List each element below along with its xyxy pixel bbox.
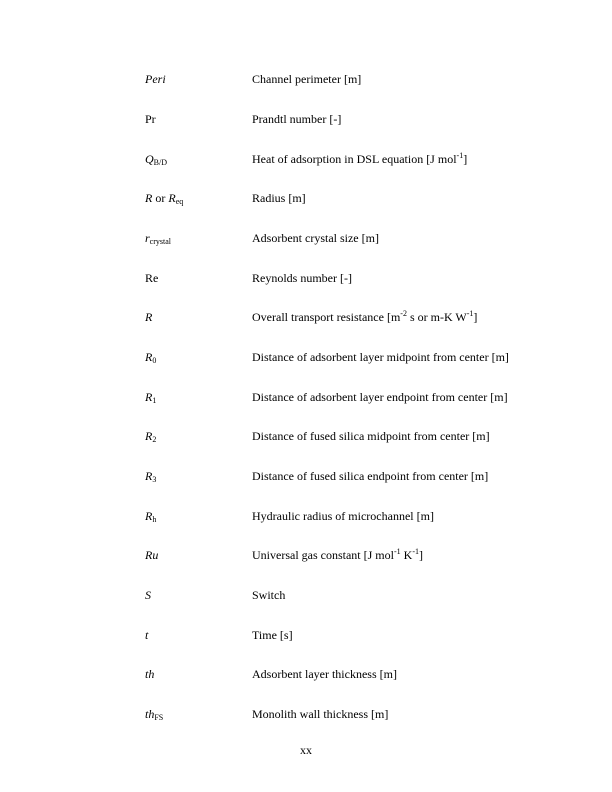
symbol-main: R: [145, 469, 153, 483]
description-tail: ]: [463, 152, 468, 166]
description: [252, 151, 467, 169]
description-superscript: -1: [393, 547, 401, 556]
nomenclature-row-s: [0, 587, 612, 607]
nomenclature-row-th-fs: [0, 706, 612, 726]
symbol-main: R: [145, 350, 153, 364]
nomenclature-row-r0: [0, 349, 612, 369]
symbol-subscript: eq: [175, 197, 184, 206]
symbol-main: R: [145, 429, 153, 443]
description: Adsorbent crystal size [m]: [252, 231, 379, 245]
page-number: xx: [300, 743, 312, 757]
description: Distance of adsorbent layer endpoint from center [m]: [252, 390, 508, 404]
symbol: S: [145, 588, 151, 602]
nomenclature-row-pr: [0, 111, 612, 131]
description: Time [s]: [252, 628, 293, 642]
description: Monolith wall thickness [m]: [252, 707, 389, 721]
description-superscript: -1: [456, 151, 464, 160]
description-tail: ]: [473, 310, 478, 324]
symbol-subscript: 0: [152, 356, 157, 365]
symbol-main: R: [145, 509, 153, 523]
symbol: [145, 428, 156, 446]
nomenclature-row-r3: [0, 468, 612, 488]
description: Distance of fused silica midpoint from center [m]: [252, 429, 490, 443]
description: Radius [m]: [252, 191, 306, 205]
symbol: [145, 230, 171, 248]
description: Adsorbent layer thickness [m]: [252, 667, 397, 681]
symbol-main: R: [145, 191, 153, 205]
nomenclature-row-th: [0, 666, 612, 686]
symbol: [145, 151, 167, 169]
symbol-main: R: [145, 390, 153, 404]
nomenclature-row-r1: [0, 389, 612, 409]
description-middle: K: [400, 548, 413, 562]
symbol: [145, 468, 156, 486]
symbol: [145, 706, 163, 724]
nomenclature-row-peri: [0, 71, 612, 91]
symbol: Peri: [145, 72, 166, 86]
symbol-subscript: 1: [152, 396, 157, 405]
description-superscript: -2: [400, 309, 407, 318]
symbol-main: r: [145, 231, 150, 245]
description-superscript-2: -1: [466, 309, 474, 318]
symbol-subscript: crystal: [149, 237, 171, 246]
description: Distance of adsorbent layer midpoint from center [m]: [252, 350, 509, 364]
nomenclature-row-r2: [0, 428, 612, 448]
symbol: Ru: [145, 548, 159, 562]
description: Prandtl number [-]: [252, 112, 342, 126]
description-tail: ]: [419, 548, 423, 562]
symbol-main: Q: [145, 152, 154, 166]
nomenclature-row-r-or-req: [0, 190, 612, 210]
description-superscript-2: -1: [412, 547, 419, 556]
symbol-alt: R: [168, 191, 176, 205]
symbol-subscript: 2: [152, 435, 157, 444]
description: Switch: [252, 588, 286, 602]
symbol-subscript: B/D: [153, 158, 168, 167]
symbol: R: [145, 310, 153, 324]
symbol: t: [145, 628, 149, 642]
symbol: [145, 508, 156, 526]
nomenclature-row-t: [0, 627, 612, 647]
symbol: th: [145, 667, 155, 681]
symbol: Pr: [145, 112, 156, 126]
nomenclature-row-q-bd: [0, 151, 612, 171]
description: Channel perimeter [m]: [252, 72, 362, 86]
description: [252, 309, 477, 327]
symbol: [145, 389, 156, 407]
description-middle: s or m-K W: [406, 310, 467, 324]
description-text: Universal gas constant [J mol: [252, 548, 394, 562]
nomenclature-row-r-crystal: [0, 230, 612, 250]
description: Reynolds number [-]: [252, 271, 352, 285]
symbol-subscript: 3: [152, 475, 157, 484]
symbol-subscript: FS: [154, 713, 164, 722]
symbol-connector: or: [152, 191, 169, 205]
nomenclature-row-rh: [0, 508, 612, 528]
description-text: Heat of adsorption in DSL equation [J mol: [252, 152, 457, 166]
description-text: Overall transport resistance [m: [252, 310, 401, 324]
nomenclature-row-r-resistance: [0, 309, 612, 329]
symbol-subscript: h: [152, 515, 157, 524]
symbol-main: th: [145, 707, 155, 721]
description: Hydraulic radius of microchannel [m]: [252, 509, 434, 523]
symbol: Re: [145, 271, 159, 285]
nomenclature-row-ru: [0, 547, 612, 567]
description: Distance of fused silica endpoint from center [m]: [252, 469, 489, 483]
nomenclature-row-re: [0, 270, 612, 290]
symbol: [145, 190, 183, 208]
symbol: [145, 349, 156, 367]
description: [252, 547, 423, 565]
